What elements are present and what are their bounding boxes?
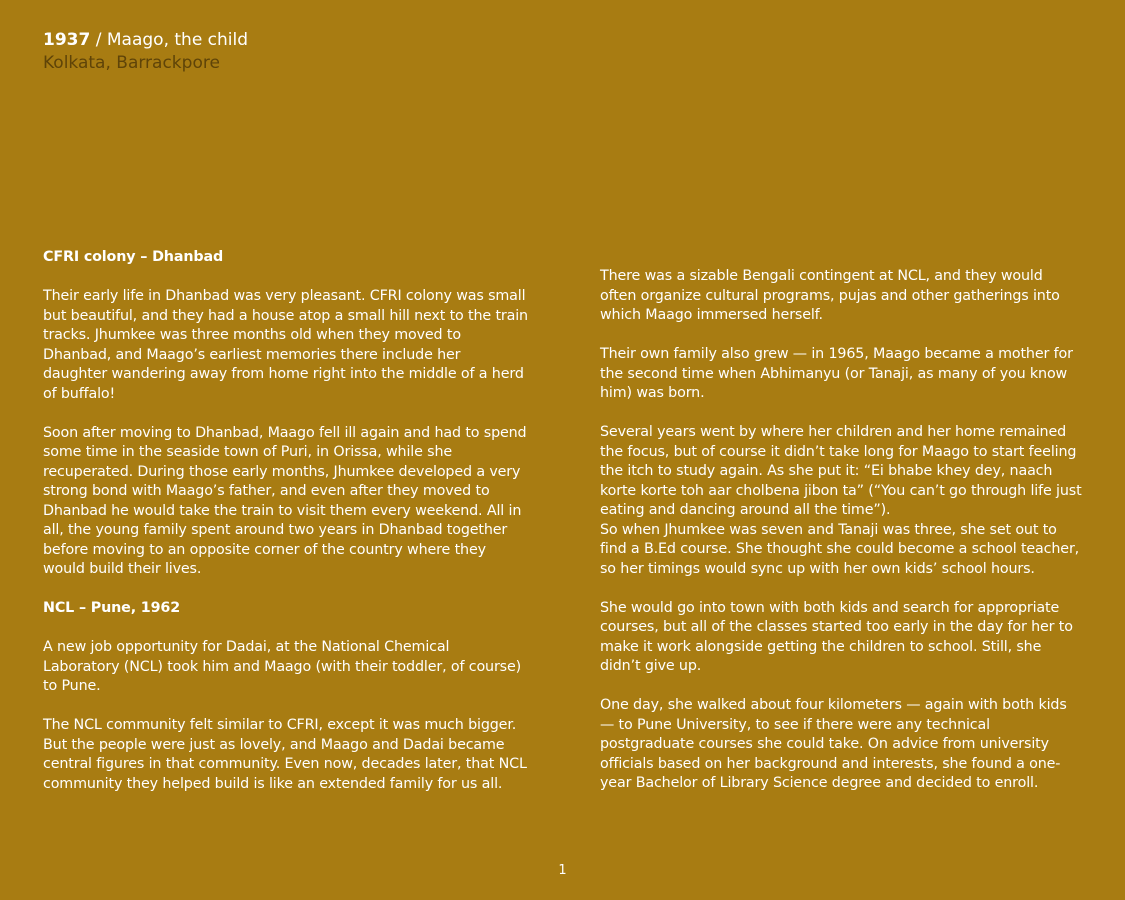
left-column: [43, 248, 528, 814]
page-header: [43, 29, 248, 74]
title-separator: /: [90, 30, 107, 50]
paragraph: So when Jhumkee was seven and Tanaji was three, she set out to find a B.Ed course. She thought she could become a school teacher, so her timings would sync up with her own kids’ school hours.: [600, 521, 1080, 577]
section-heading-ncl: NCL – Pune, 1962: [43, 600, 181, 616]
paragraph: There was a sizable Bengali contingent at NCL, and they would often organize cultural programs, pujas and other gatherings into which Maago immersed herself.: [600, 268, 1060, 323]
paragraph: The NCL community felt similar to CFRI, except it was much bigger. But the people were just as lovely, and Maago and Dadai became central figures in that community. Even now, decades later, that NCL community they helped build is like an extended family for us all.: [43, 717, 527, 792]
section-heading-cfri: CFRI colony – Dhanbad: [43, 249, 224, 265]
paragraph: One day, she walked about four kilometers — again with both kids — to Pune University, to see if there were any technical postgraduate courses she could take. On advice from university officials based on her background and interests, she found a one-year Bachelor of Library Science degree and decided to enroll.: [600, 697, 1067, 791]
chapter-name: Maago, the child: [106, 30, 249, 50]
paragraph: Several years went by where her children and her home remained the focus, but of course it didn’t take long for Maago to start feeling the itch to study again. As she put it: “Ei bhabe khey dey, naach korte korte toh aar cholbena jibon ta” (“You can’t go through life just eating and dancing around all the time”).: [600, 424, 1082, 518]
chapter-title: [43, 29, 248, 52]
paragraph: Soon after moving to Dhanbad, Maago fell ill again and had to spend some time in the seaside town of Puri, in Orissa, while she recuperated. During those early months, Jhumkee developed a very strong bond with Maago’s father, and even after they moved to Dhanbad he would take the train to visit them every weekend. All in all, the young family spent around two years in Dhanbad together before moving to an opposite corner of the country where they would build their lives.: [43, 424, 527, 577]
paragraph: Their own family also grew — in 1965, Maago became a mother for the second time when Abhimanyu (or Tanaji, as many of you know him) was born.: [600, 346, 1073, 401]
paragraph: A new job opportunity for Dadai, at the National Chemical Laboratory (NCL) took him and Maago (with their toddler, of course) to Pune.: [43, 639, 522, 694]
paragraph: Their early life in Dhanbad was very pleasant. CFRI colony was small but beautiful, and they had a house atop a small hill next to the train tracks. Jhumkee was three months old when they moved to Dhanbad, and Maago’s earliest memories there include her daughter wandering away from home right into the middle of a herd of buffalo!: [43, 288, 528, 402]
paragraph: She would go into town with both kids and search for appropriate courses, but all of the classes started too early in the day for her to make it work alongside getting the children to school. Still, she didn’t give up.: [600, 599, 1073, 674]
chapter-year: 1937: [43, 30, 91, 50]
chapter-location: Kolkata, Barrackpore: [43, 53, 220, 73]
right-column: [600, 267, 1082, 813]
page-number: 1: [558, 863, 567, 878]
